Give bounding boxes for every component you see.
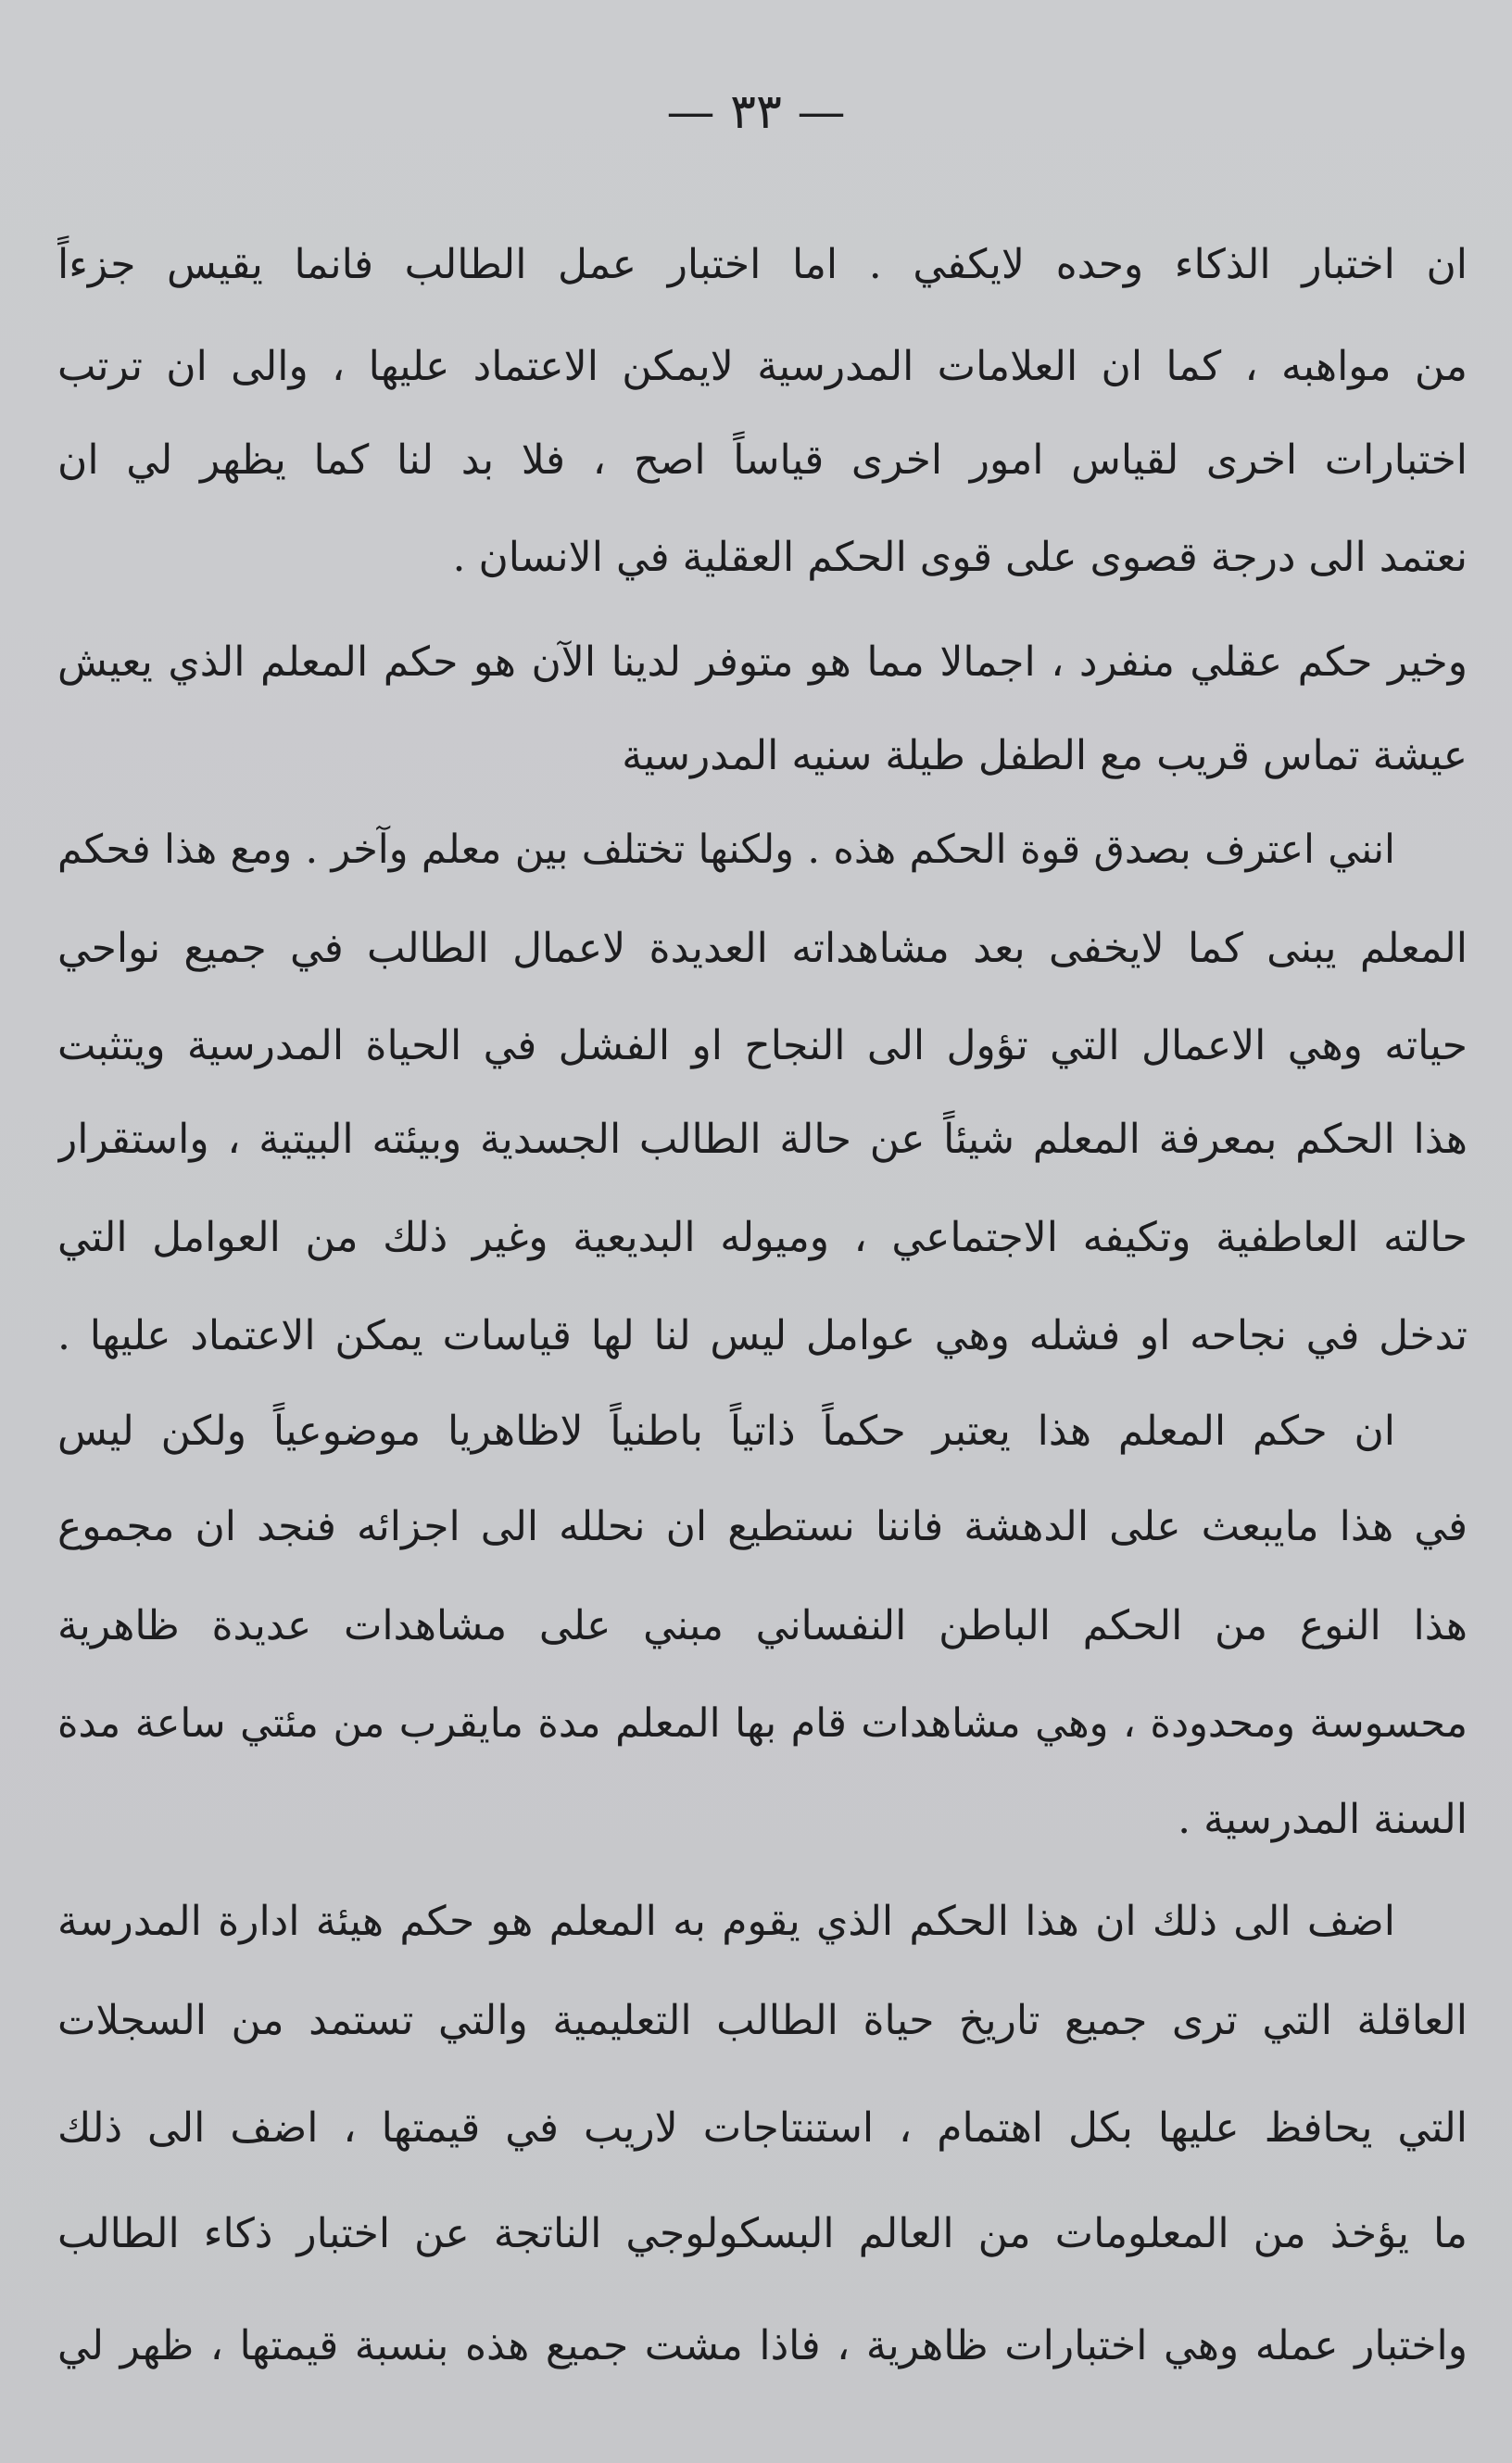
text-line: ان حكم المعلم هذا يعتبر حكماً ذاتياً باطنياً لاظاهريا موضوعياً ولكن ليس bbox=[57, 1408, 1395, 1455]
text-line: اضف الى ذلك ان هذا الحكم الذي يقوم به المعلم هو حكم هيئة ادارة المدرسة bbox=[57, 1898, 1395, 1945]
text-line: من مواهبه ، كما ان العلامات المدرسية لايمكن الاعتماد عليها ، والى ان ترتب bbox=[57, 343, 1468, 390]
text-line: المعلم يبنى كما لايخفى بعد مشاهداته العديدة لاعمال الطالب في جميع نواحي bbox=[57, 925, 1468, 972]
text-line: وخير حكم عقلي منفرد ، اجمالا مما هو متوفر لدينا الآن هو حكم المعلم الذي يعيش bbox=[57, 638, 1468, 686]
text-line: في هذا مايبعث على الدهشة فاننا نستطيع ان نحلله الى اجزائه فنجد ان مجموع bbox=[57, 1503, 1468, 1550]
text-line: اختبارات اخرى لقياس امور اخرى قياساً اصح ، فلا بد لنا كما يظهر لي ان bbox=[57, 436, 1468, 484]
text-line: نعتمد الى درجة قصوى على قوى الحكم العقلية في الانسان . bbox=[452, 534, 1468, 581]
text-line: العاقلة التي ترى جميع تاريخ حياة الطالب التعليمية والتي تستمد من السجلات bbox=[57, 1997, 1468, 2044]
text-line: هذا الحكم بمعرفة المعلم شيئاً عن حالة الطالب الجسدية وبيئته البيتية ، واستقرار bbox=[57, 1116, 1468, 1163]
text-line: ان اختبار الذكاء وحده لايكفي . اما اختبار عمل الطالب فانما يقيس جزءاً bbox=[57, 241, 1468, 288]
text-line: محسوسة ومحدودة ، وهي مشاهدات قام بها المعلم مدة مايقرب من مئتي ساعة مدة bbox=[57, 1700, 1468, 1747]
text-line: واختبار عمله وهي اختبارات ظاهرية ، فاذا مشت جميع هذه بنسبة قيمتها ، ظهر لي bbox=[57, 2322, 1468, 2369]
text-line: هذا النوع من الحكم الباطن النفساني مبني على مشاهدات عديدة ظاهرية bbox=[57, 1602, 1468, 1649]
text-line: حياته وهي الاعمال التي تؤول الى النجاح او الفشل في الحياة المدرسية ويتثبت bbox=[57, 1022, 1468, 1069]
text-line: ما يؤخذ من المعلومات من العالم البسكولوجي الناتجة عن اختبار ذكاء الطالب bbox=[57, 2210, 1468, 2257]
page-number: — ٣٣ — bbox=[666, 84, 846, 140]
text-line: التي يحافظ عليها بكل اهتمام ، استنتاجات لاريب في قيمتها ، اضف الى ذلك bbox=[57, 2104, 1468, 2152]
text-line: السنة المدرسية . bbox=[1178, 1796, 1468, 1843]
text-line: انني اعترف بصدق قوة الحكم هذه . ولكنها تختلف بين معلم وآخر . ومع هذا فحكم bbox=[57, 827, 1395, 873]
text-line: تدخل في نجاحه او فشله وهي عوامل ليس لنا لها قياسات يمكن الاعتماد عليها . bbox=[57, 1312, 1468, 1359]
text-line: عيشة تماس قريب مع الطفل طيلة سنيه المدرسية bbox=[622, 732, 1468, 779]
text-line: حالته العاطفية وتكيفه الاجتماعي ، وميوله البديعية وغير ذلك من العوامل التي bbox=[57, 1214, 1468, 1261]
